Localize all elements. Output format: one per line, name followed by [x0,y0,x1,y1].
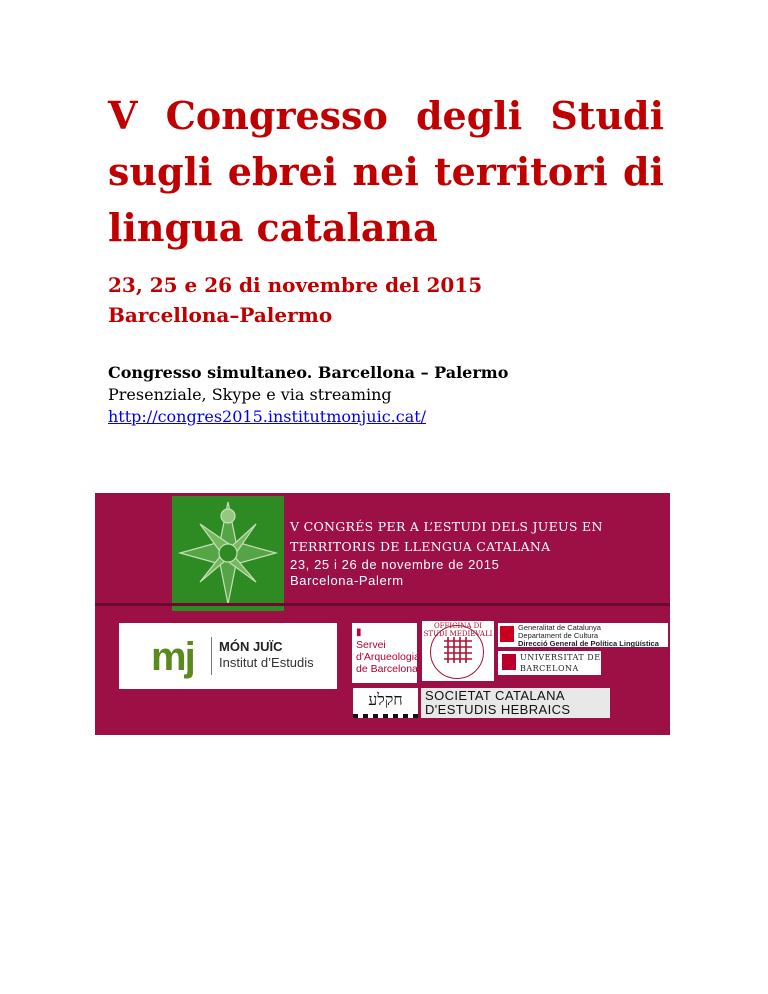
checker-strip [353,714,418,718]
sch-text [425,689,570,717]
osm-label: OFFICINA DI STUDI MEDIEVALI [423,622,493,638]
hebrew-logo [353,688,418,718]
hebrew-text: חקלע [368,690,403,709]
gen-line: Generalitat de Catalunya [518,623,601,632]
mj-separator [211,637,212,675]
congress-banner [95,493,670,735]
banner-place: Barcelona-Palerm [290,573,404,588]
ub-line: UNIVERSITAT DE [520,653,601,662]
info-modes: Presenziale, Skype e via streaming [108,385,392,404]
societat-catalana-logo [421,688,610,718]
banner-title-line1: V CONGRÉS PER A L’ESTUDI DELS JUEUS EN [290,519,603,534]
generalitat-text [518,624,659,648]
info-heading: Congresso simultaneo. Barcellona – Palermo [108,363,509,382]
ub-shield-icon [502,654,516,670]
officina-studi-medievali-logo [422,621,494,681]
universitat-barcelona-logo [498,651,601,675]
sab-text [356,639,420,675]
congress-website-link[interactable]: http://congres2015.institutmonjuic.cat/ [108,407,427,426]
banner-divider [95,603,670,606]
barcelona-shield-icon: ▮ [356,627,362,638]
banner-emblem [172,496,284,611]
sab-line: de Barcelona [356,663,418,675]
ub-line: BARCELONA [520,664,579,673]
servei-arqueologia-logo [352,623,420,683]
congress-title: V Congresso degli Studi sugli ebrei nei territori di lingua catalana [108,93,664,250]
mj-name: MÓN JUÏC [219,639,283,654]
banner-text [290,517,660,589]
congress-place: Barcellona–Palermo [108,303,333,327]
gen-line: Departament de Cultura [518,631,599,640]
sch-line: D'ESTUDIS HEBRAICS [425,702,571,717]
generalitat-flag-icon [500,626,514,642]
generalitat-logo [498,623,668,647]
congress-info [108,362,668,428]
sab-line: Servei [356,639,386,651]
ub-text [520,652,601,674]
congress-subtitle [108,270,668,330]
congress-dates: 23, 25 e 26 di novembre del 2015 [108,273,483,297]
star-emblem-icon [172,496,284,611]
sab-line: d'Arqueologia [356,651,420,663]
banner-title-line2: TERRITORIS DE LLENGUA CATALANA [290,539,551,554]
gen-line [518,640,659,648]
banner-dates: 23, 25 i 26 de novembre de 2015 [290,557,500,572]
mon-juic-logo [119,623,337,689]
mj-mark: mj [151,635,194,679]
sch-line: SOCIETAT CATALANA [425,688,565,703]
mj-subtitle: Institut d’Estudis [219,655,314,670]
gen-line-bold: Direcció General de Política Lingüística [518,639,659,648]
